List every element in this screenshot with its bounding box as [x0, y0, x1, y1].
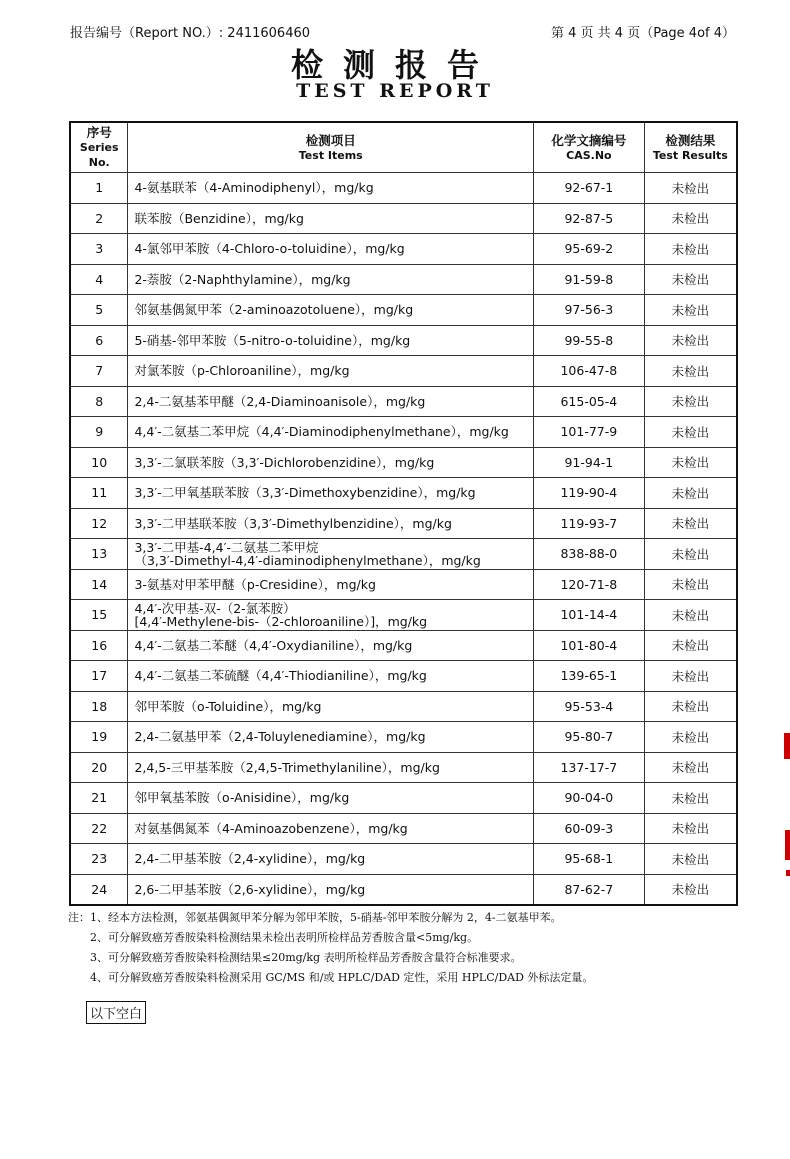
note-3: 3、可分解致癌芳香胺染料检测结果≤20mg/kg 表明所检样品芳香胺含量符合标准要求。 — [90, 951, 522, 964]
test-result: 未检出 — [644, 874, 737, 905]
test-item: 2,4-二氨基甲苯（2,4-Toluylenediamine），mg/kg — [128, 722, 534, 753]
header-test-items — [128, 122, 534, 173]
test-item: 4,4′-二氨基二苯醚（4,4′-Oxydianiline），mg/kg — [128, 630, 534, 661]
table-row — [70, 234, 737, 265]
table-row — [70, 295, 737, 326]
end-of-report-mark: 以下空白 — [86, 1001, 146, 1024]
series-number: 11 — [70, 478, 128, 509]
series-number: 20 — [70, 752, 128, 783]
test-item: 邻甲苯胺（o-Toluidine），mg/kg — [128, 691, 534, 722]
test-result: 未检出 — [644, 447, 737, 478]
series-number: 7 — [70, 356, 128, 387]
table-row — [70, 752, 737, 783]
series-number: 8 — [70, 386, 128, 417]
cas-number: 106-47-8 — [534, 356, 645, 387]
series-number: 13 — [70, 539, 128, 570]
table-row — [70, 539, 737, 570]
cas-number: 137-17-7 — [534, 752, 645, 783]
test-result: 未检出 — [644, 569, 737, 600]
test-result: 未检出 — [644, 630, 737, 661]
header-series-cn: 序号 — [86, 125, 112, 140]
table-row — [70, 722, 737, 753]
note-4: 4、可分解致癌芳香胺染料检测采用 GC/MS 和/或 HPLC/DAD 定性，采用 HPLC/DAD 外标法定量。 — [90, 971, 594, 984]
header-cas-cn: 化学文摘编号 — [551, 132, 627, 148]
header-results — [644, 122, 737, 173]
seal-fragment — [785, 830, 790, 860]
series-number: 14 — [70, 569, 128, 600]
cas-number: 99-55-8 — [534, 325, 645, 356]
series-number: 18 — [70, 691, 128, 722]
table-row — [70, 569, 737, 600]
table-row — [70, 386, 737, 417]
page-info: 第 4 页 共 4 页（Page 4of 4） — [550, 26, 735, 41]
test-result: 未检出 — [644, 752, 737, 783]
cas-number: 119-93-7 — [534, 508, 645, 539]
cas-number: 91-94-1 — [534, 447, 645, 478]
cas-number: 120-71-8 — [534, 569, 645, 600]
cas-number: 90-04-0 — [534, 783, 645, 814]
test-item: 2,4-二氨基苯甲醚（2,4-Diaminoanisole），mg/kg — [128, 386, 534, 417]
cas-number: 139-65-1 — [534, 661, 645, 692]
series-number: 3 — [70, 234, 128, 265]
header-items-en: Test Items — [298, 148, 363, 162]
cas-number: 95-80-7 — [534, 722, 645, 753]
series-number: 19 — [70, 722, 128, 753]
test-item: 2-萘胺（2-Naphthylamine），mg/kg — [128, 264, 534, 295]
table-row — [70, 630, 737, 661]
test-item — [128, 539, 534, 570]
test-result: 未检出 — [644, 356, 737, 387]
table-row — [70, 417, 737, 448]
test-result: 未检出 — [644, 386, 737, 417]
test-item — [128, 600, 534, 631]
test-item: 4-氨基联苯（4-Aminodiphenyl），mg/kg — [128, 173, 534, 204]
test-item: 邻氨基偶氮甲苯（2-aminoazotoluene），mg/kg — [128, 295, 534, 326]
test-result: 未检出 — [644, 264, 737, 295]
cas-number: 97-56-3 — [534, 295, 645, 326]
series-number: 23 — [70, 844, 128, 875]
cas-number: 91-59-8 — [534, 264, 645, 295]
test-item: 4-氯邻甲苯胺（4-Chloro-o-toluidine），mg/kg — [128, 234, 534, 265]
notes — [68, 908, 758, 988]
cas-number: 92-87-5 — [534, 203, 645, 234]
test-result: 未检出 — [644, 295, 737, 326]
table-row — [70, 203, 737, 234]
header-cas-en: CAS.No — [566, 148, 612, 162]
test-result: 未检出 — [644, 722, 737, 753]
table-row — [70, 356, 737, 387]
table-row — [70, 783, 737, 814]
test-result: 未检出 — [644, 600, 737, 631]
series-number: 15 — [70, 600, 128, 631]
test-result: 未检出 — [644, 234, 737, 265]
cas-number: 60-09-3 — [534, 813, 645, 844]
test-result: 未检出 — [644, 417, 737, 448]
test-item: 2,4-二甲基苯胺（2,4-xylidine），mg/kg — [128, 844, 534, 875]
header-series — [70, 122, 128, 173]
cas-number: 95-68-1 — [534, 844, 645, 875]
table-row — [70, 325, 737, 356]
table-row — [70, 600, 737, 631]
test-item: 2,4,5-三甲基苯胺（2,4,5-Trimethylaniline），mg/kg — [128, 752, 534, 783]
test-result: 未检出 — [644, 478, 737, 509]
report-title-cn: 检测报告 — [290, 46, 499, 84]
cas-number: 92-67-1 — [534, 173, 645, 204]
series-number: 24 — [70, 874, 128, 905]
test-item: 对氯苯胺（p-Chloroaniline），mg/kg — [128, 356, 534, 387]
report-title-en: TEST REPORT — [296, 80, 494, 102]
series-number: 9 — [70, 417, 128, 448]
table-row — [70, 508, 737, 539]
test-item-line-1: 4,4′-次甲基-双-（2-氯苯胺） — [134, 600, 296, 616]
test-result: 未检出 — [644, 844, 737, 875]
cas-number: 95-53-4 — [534, 691, 645, 722]
series-number: 4 — [70, 264, 128, 295]
series-number: 21 — [70, 783, 128, 814]
cas-number: 119-90-4 — [534, 478, 645, 509]
table-row — [70, 264, 737, 295]
cas-number: 95-69-2 — [534, 234, 645, 265]
test-result: 未检出 — [644, 325, 737, 356]
series-number: 10 — [70, 447, 128, 478]
table-row — [70, 478, 737, 509]
seal-fragment — [784, 733, 790, 759]
series-number: 5 — [70, 295, 128, 326]
test-result: 未检出 — [644, 813, 737, 844]
header-results-en: Test Results — [652, 148, 728, 162]
series-number: 6 — [70, 325, 128, 356]
series-number: 1 — [70, 173, 128, 204]
table-row — [70, 813, 737, 844]
test-item: 联苯胺（Benzidine），mg/kg — [128, 203, 534, 234]
series-number: 17 — [70, 661, 128, 692]
test-item-line-1: 3,3′-二甲基-4,4′-二氨基二苯甲烷 — [134, 539, 319, 555]
header-series-en: Series No. — [79, 141, 119, 169]
test-result: 未检出 — [644, 203, 737, 234]
table-row — [70, 874, 737, 905]
test-result: 未检出 — [644, 539, 737, 570]
header-cas — [534, 122, 645, 173]
test-item-line-2: （3,3′-Dimethyl-4,4′-diaminodiphenylmethane），mg/kg — [134, 552, 481, 568]
cas-number: 615-05-4 — [534, 386, 645, 417]
test-item: 3-氨基对甲苯甲醚（p-Cresidine），mg/kg — [128, 569, 534, 600]
seal-fragment — [786, 870, 790, 876]
test-item: 对氨基偶氮苯（4-Aminoazobenzene），mg/kg — [128, 813, 534, 844]
series-number: 12 — [70, 508, 128, 539]
test-result: 未检出 — [644, 691, 737, 722]
test-item: 5-硝基-邻甲苯胺（5-nitro-o-toluidine），mg/kg — [128, 325, 534, 356]
test-item: 3,3′-二氯联苯胺（3,3′-Dichlorobenzidine），mg/kg — [128, 447, 534, 478]
table-row — [70, 173, 737, 204]
test-result: 未检出 — [644, 661, 737, 692]
cas-number: 101-14-4 — [534, 600, 645, 631]
report-number: 报告编号（Report NO.）: 2411606460 — [70, 26, 311, 41]
test-item: 4,4′-二氨基二苯甲烷（4,4′-Diaminodiphenylmethane），mg/kg — [128, 417, 534, 448]
test-item: 邻甲氧基苯胺（o-Anisidine），mg/kg — [128, 783, 534, 814]
table-row — [70, 661, 737, 692]
cas-number: 101-80-4 — [534, 630, 645, 661]
note-2: 2、可分解致癌芳香胺染料检测结果未检出表明所检样品芳香胺含量<5mg/kg。 — [90, 931, 479, 944]
cas-number: 838-88-0 — [534, 539, 645, 570]
table-row — [70, 447, 737, 478]
header-results-cn: 检测结果 — [665, 132, 716, 148]
series-number: 16 — [70, 630, 128, 661]
test-item: 4,4′-二氨基二苯硫醚（4,4′-Thiodianiline），mg/kg — [128, 661, 534, 692]
header-items-cn: 检测项目 — [305, 132, 356, 148]
test-item: 3,3′-二甲基联苯胺（3,3′-Dimethylbenzidine），mg/kg — [128, 508, 534, 539]
test-result: 未检出 — [644, 173, 737, 204]
test-result: 未检出 — [644, 508, 737, 539]
series-number: 2 — [70, 203, 128, 234]
table-row — [70, 844, 737, 875]
test-item: 3,3′-二甲氧基联苯胺（3,3′-Dimethoxybenzidine），mg/kg — [128, 478, 534, 509]
test-item-line-2: [4,4′-Methylene-bis-（2-chloroaniline）]，mg/kg — [134, 613, 428, 629]
cas-number: 101-77-9 — [534, 417, 645, 448]
test-item: 2,6-二甲基苯胺（2,6-xylidine），mg/kg — [128, 874, 534, 905]
series-number: 22 — [70, 813, 128, 844]
note-1: 注：1、经本方法检测，邻氨基偶氮甲苯分解为邻甲苯胺，5-硝基-邻甲苯胺分解为 2，4-二氨基甲苯。 — [68, 911, 562, 924]
table-header-row — [70, 122, 737, 173]
cas-number: 87-62-7 — [534, 874, 645, 905]
test-result: 未检出 — [644, 783, 737, 814]
table-row — [70, 691, 737, 722]
test-results-table — [69, 121, 738, 906]
